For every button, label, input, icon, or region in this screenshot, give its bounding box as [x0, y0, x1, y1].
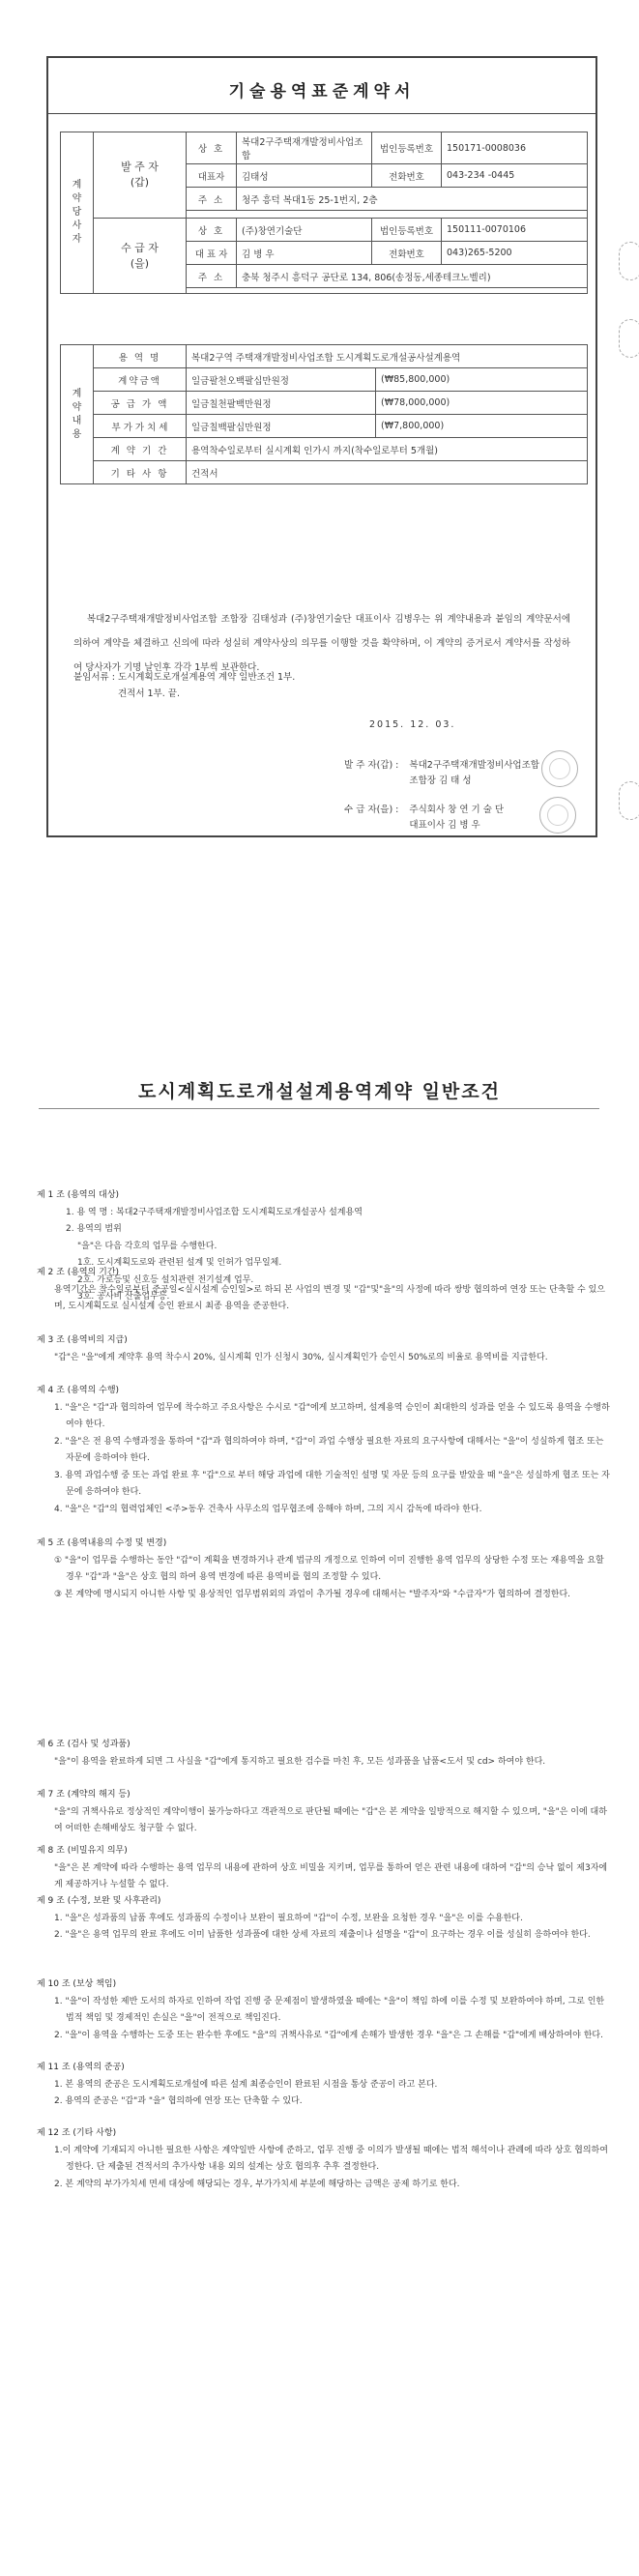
contractor-signature [344, 803, 504, 834]
orderer-seal-icon [541, 750, 578, 787]
contractor-name: (주)창연기술단 [237, 219, 372, 242]
article-clause: 2. "을"은 용역 업무의 완료 후에도 이미 납품한 성과품에 대한 상세 자료의 제출이나 설명을 "갑"이 요구하는 경우 이를 성실히 응하여야 한다. [54, 1930, 591, 1940]
orderer-phone: 043-234 -0445 [442, 164, 588, 188]
article-clause: 1. "을"은 성과품의 납품 후에도 성과품의 수정이나 보완이 필요하여 "갑"이 수정, 보완을 요청한 경우 "을"은 이를 수용한다. [54, 1913, 523, 1923]
article-clause: 2. 용역의 범위 [66, 1224, 122, 1234]
article-heading: 제 12 조 (기타 사항) [37, 2128, 117, 2138]
article-clause: 4. "을"은 "갑"의 협력업체인 <주>동우 건축사 사무소의 업무협조에 응해야 하며, 그의 지시 감독에 따라야 한다. [54, 1504, 482, 1514]
orderer-name-label: 상 호 [187, 132, 237, 164]
article-clause: 1호. 도시계획도로와 관련된 설계 및 인허가 업무일체. [77, 1258, 282, 1268]
article-clause: "을"이 용역을 완료하게 되면 그 사실을 "갑"에게 통지하고 필요한 검수를 마친 후, 모든 성과품을 납품<도서 및 cd> 하여야 한다. [54, 1756, 546, 1767]
period-label: 계 약 기 간 [94, 438, 187, 461]
article-heading: 제 1 조 (용역의 대상) [37, 1190, 120, 1200]
page-edge-seal-icon [619, 781, 639, 820]
supply-text: 일금칠천팔백만원정 [187, 392, 376, 415]
article-heading: 제 4 조 (용역의 수행) [37, 1386, 120, 1395]
article-clause: 3호. 공사비 산출업무등. [77, 1292, 170, 1302]
orderer-name: 복대2구주택재개발정비사업조합 [237, 132, 372, 164]
orderer-rep: 김태성 [237, 164, 372, 188]
service-label: 용 역 명 [94, 345, 187, 368]
article [37, 1976, 612, 2044]
article-clause: 2. 본 계약의 부가가치세 면세 대상에 해당되는 경우, 부가가치세 부분에 해당하는 금액은 공제 하기로 한다. [54, 2179, 460, 2189]
contractor-rep-label: 대 표 자 [187, 242, 237, 265]
article-clause: 1. 본 용역의 준공은 도시계획도로개설에 따른 설계 최종승인이 완료된 시점을 통상 준공이 라고 본다. [54, 2079, 438, 2090]
attachment-line-2: 견적서 1부. 끝. [118, 688, 181, 699]
attachments [73, 669, 295, 702]
article [37, 2125, 612, 2193]
contractor-seal-icon [539, 797, 576, 834]
amount-number: (₩85,800,000) [376, 368, 588, 392]
contract-date: 2015. 12. 03. [369, 719, 456, 730]
article-clause: "갑"은 "을"에게 계약후 용역 착수시 20%, 실시계획 인가 신청시 30%, 실시계획인가 승인시 50%로의 비율로 용역비를 지급한다. [54, 1352, 548, 1362]
orderer-reg: 150171-0008036 [442, 132, 588, 164]
article [37, 1332, 612, 1366]
service-name: 복대2구역 주택재개발정비사업조합 도시계획도로개설공사설계용역 [187, 345, 588, 368]
contractor-sig-line-2: 대표이사 김 병 우 [409, 820, 480, 831]
general-terms-title: 도시계획도로개설설계용역계약 일반조건 [138, 1081, 501, 1102]
orderer-addr-label: 주 소 [187, 188, 237, 211]
article [37, 1383, 612, 1518]
article-heading: 제 3 조 (용역비의 지급) [37, 1335, 128, 1345]
article-heading: 제 2 조 (용역의 기간) [37, 1268, 120, 1277]
article [37, 2060, 612, 2111]
article [37, 1737, 612, 1771]
article-clause: 2. "을"은 전 용역 수행과정을 통하여 "갑"과 협의하여야 하며, "갑"이 과업 수행상 필요한 자료의 요구사항에 대해서는 "을"이 성실하게 협조 또는 자문에 응하여야 한다. [54, 1436, 604, 1463]
article-clause: 2. "을"이 용역을 수행하는 도중 또는 완수한 후에도 "을"의 귀책사유로 "갑"에게 손해가 발생한 경우 "을"은 그 손해를 "갑"에게 배상하여야 한다. [54, 2030, 603, 2040]
contractor-sig-label: 수 급 자(을) : [344, 805, 399, 815]
attachment-line-1: 붙임서류 : 도시계획도로개설계용역 계약 일반조건 1부. [73, 672, 296, 683]
article [37, 1843, 612, 1894]
orderer-reg-label: 법인등록번호 [372, 132, 442, 164]
article [37, 1893, 612, 1945]
supply-label: 공 급 가 액 [94, 392, 187, 415]
article-clause: 1. "을"은 "갑"과 협의하여 업무에 착수하고 주요사항은 수시로 "갑"에게 보고하며, 설계용역 승인이 최대한의 성과를 얻을 수 있도록 용역을 수행하여야 한다. [54, 1402, 610, 1429]
article-clause: ① "을"이 업무를 수행하는 동안 "갑"이 계획을 변경하거나 관계 법규의 개정으로 인하여 이미 진행한 용역 업무의 상당한 수정 또는 재용역을 요할 경우 "갑"과 "을"은 상호 협의 하여 용역 변경에 따른 용역비를 협의 조정할 수 있다. [54, 1555, 604, 1582]
amount-text: 일금팔천오백팔십만원정 [187, 368, 376, 392]
orderer-role: 발 주 자 (갑) [94, 132, 187, 219]
content-block-label: 계 약 내 용 [61, 345, 94, 484]
contract-period: 용역착수일로부터 실시계획 인가시 까지(착수일로부터 5개월) [187, 438, 588, 461]
general-terms-divider [39, 1108, 599, 1109]
orderer-rep-label: 대표자 [187, 164, 237, 188]
vat-text: 일금칠백팔십만원정 [187, 415, 376, 438]
article [37, 1536, 612, 1603]
contractor-reg-label: 법인등록번호 [372, 219, 442, 242]
contractor-phone-label: 전화번호 [372, 242, 442, 265]
vat-number: (₩7,800,000) [376, 415, 588, 438]
article-clause: "을"은 본 계약에 따라 수행하는 용역 업무의 내용에 관하여 상호 비밀을 지키며, 업무를 통하여 얻은 관련 내용에 대하여 "갑"의 승낙 없이 제3자에게 제공하거나 누설할 수 없다. [54, 1862, 608, 1889]
vat-label: 부 가 가 치 세 [94, 415, 187, 438]
article-clause: 2. 용역의 준공은 "갑"과 "을" 협의하에 연장 또는 단축할 수 있다. [54, 2096, 303, 2106]
orderer-signature [344, 758, 539, 789]
parties-table [60, 132, 588, 294]
contractor-reg: 150111-0070106 [442, 219, 588, 242]
contractor-addr-label: 주 소 [187, 265, 237, 288]
contractor-name-label: 상 호 [187, 219, 237, 242]
article-heading: 제 11 조 (용역의 준공) [37, 2063, 125, 2072]
spacer-cell [187, 288, 588, 294]
contractor-role: 수 급 자 (을) [94, 219, 187, 294]
contractor-sig-line-1: 주식회사 창 연 기 술 단 [409, 805, 505, 815]
other-items: 건적서 [187, 461, 588, 484]
article-heading: 제 10 조 (보상 책임) [37, 1979, 117, 1989]
page-edge-seal-icon [619, 242, 639, 280]
article-clause: 3. 용역 과업수행 중 또는 과업 완료 후 "갑"으로 부터 해당 과업에 대한 기술적인 설명 및 자문 등의 요구를 받았을 때 "을"은 성실하게 협조 또는 자문에 응하여야 한다. [54, 1470, 610, 1497]
article-heading: 제 7 조 (계약의 해지 등) [37, 1790, 131, 1800]
orderer-sig-label: 발 주 자(갑) : [344, 760, 399, 771]
orderer-addr: 청주 흥덕 복대1동 25-1번지, 2층 [237, 188, 588, 211]
article-clause: 1. 용 역 명 : 복대2구주택재개발정비사업조합 도시계획도로개설공사 설계용역 [66, 1207, 363, 1217]
parties-block-label: 계 약 당 사 자 [61, 132, 94, 294]
orderer-sig-line-1: 복대2구주택재개발정비사업조합 [409, 760, 539, 771]
other-label: 기 타 사 항 [94, 461, 187, 484]
article-heading: 제 6 조 (검사 및 성과품) [37, 1740, 131, 1749]
contract-page [46, 56, 597, 837]
article-clause: 2호. 가로등및 신호등 설치관련 전기설계 업무. [77, 1274, 254, 1285]
title-divider [48, 113, 595, 114]
article-clause: "을"은 다음 각호의 업무를 수행한다. [77, 1241, 218, 1251]
amount-label: 계약금액 [94, 368, 187, 392]
contractor-phone: 043)265-5200 [442, 242, 588, 265]
contractor-addr: 충북 청주시 흥덕구 공단로 134, 806(송정동,세종테크노벨리) [237, 265, 588, 288]
article [37, 1787, 612, 1838]
contract-content-table [60, 344, 588, 484]
article-heading: 제 5 조 (용역내용의 수정 및 변경) [37, 1538, 167, 1548]
article-heading: 제 9 조 (수정, 보완 및 사후관리) [37, 1896, 161, 1906]
article-clause: ③ 본 계약에 명시되지 아니한 사항 및 용상적인 업무범위외의 과업이 추가될 경우에 대해서는 "발주자"와 "수급자"가 협의하여 결정한다. [54, 1589, 571, 1599]
contractor-rep: 김 병 우 [237, 242, 372, 265]
spacer-cell [187, 211, 588, 219]
article-heading: 제 8 조 (비밀유지 의무) [37, 1846, 128, 1856]
contract-body-text: 복대2구주택재개발정비사업조합 조합장 김태성과 (주)창연기술단 대표이사 김병우는 위 계약내용과 붙임의 계약문서에 의하여 계약을 체결하고 신의에 따라 성실히 계약사상의 의무를 이행할 것을 확약하며, 이 계약의 증거로서 계약서를 작성하여 당사자가 기명 날인후 각각 1부씩 보관한다. [73, 614, 570, 673]
orderer-phone-label: 전화번호 [372, 164, 442, 188]
contract-title: 기술용역표준계약서 [228, 82, 416, 102]
article-clause: 용역기간은 착수일로부터 준공일<실시설계 승인일>로 하되 본 사업의 변경 및 "갑"및"을"의 사정에 따라 쌍방 협의하여 연장 또는 단축할 수 있으며, 도시계획도로 실시설계 승인 완료시 최종 용역을 준공한다. [54, 1284, 606, 1311]
page-edge-seal-icon [619, 319, 639, 358]
article [37, 1265, 612, 1316]
article-clause: "을"의 귀책사유로 정상적인 계약이행이 불가능하다고 객관적으로 판단될 때에는 "갑"은 본 계약을 일방적으로 해지할 수 있으며, "을"은 이에 대하여 어떠한 손해배상도 청구할 수 없다. [54, 1806, 607, 1833]
article-clause: 1.이 계약에 기재되지 아니한 필요한 사항은 계약일반 사항에 준하고, 업무 진행 중 이의가 발생될 때에는 법적 해석이나 관례에 따라 상호 협의하여 정한다. 단 제출된 견적서의 추가사항 내용 외의 설계는 상호 협의후 추후 결정한다. [54, 2145, 608, 2172]
orderer-sig-line-2: 조합장 김 태 성 [409, 776, 472, 786]
article-clause: 1. "을"이 작성한 제반 도서의 하자로 인하여 작업 진행 중 문제점이 발생하였을 때에는 "을"이 책임 하에 이를 수정 및 보완하여야 하며, 그로 인한 법적 책임 및 경제적인 손실은 "을"이 전적으로 책임진다. [54, 1996, 605, 2023]
supply-number: (₩78,000,000) [376, 392, 588, 415]
